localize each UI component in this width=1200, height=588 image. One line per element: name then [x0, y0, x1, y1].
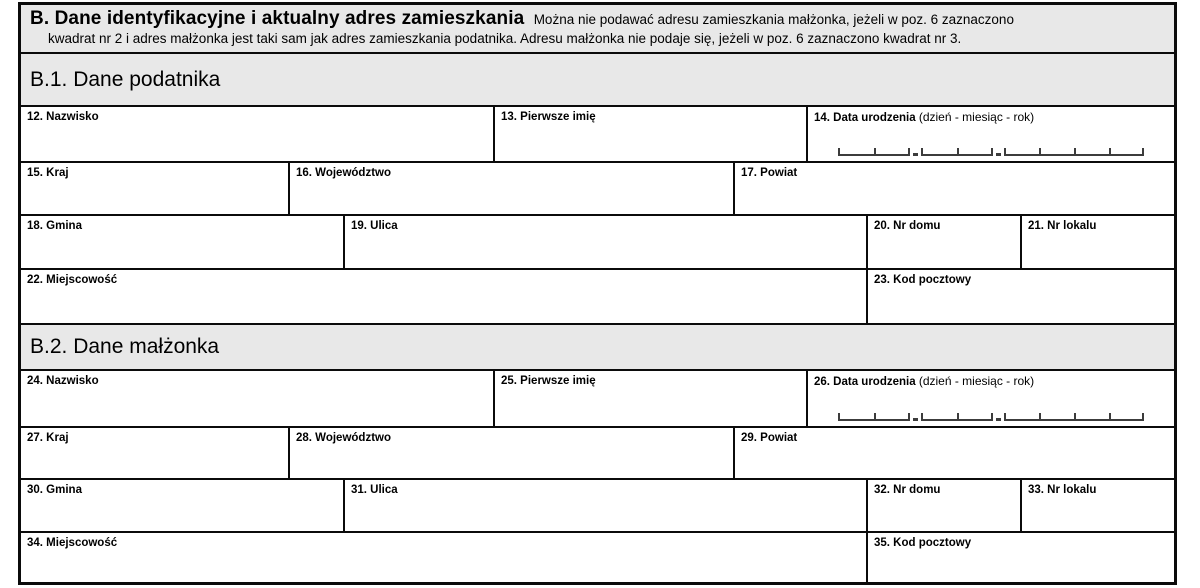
comb-separator-dot	[996, 153, 1001, 156]
b1-row-region	[21, 163, 1174, 216]
section-b-header	[21, 5, 1174, 54]
field-16-label: 16. Województwo	[296, 167, 391, 179]
field-16-wojewodztwo[interactable]	[290, 163, 735, 214]
b1-row-name-birthdate	[21, 107, 1174, 163]
digit-cell	[1004, 413, 1039, 421]
field-30-gmina[interactable]	[21, 480, 345, 531]
field-14-label: 14. Data urodzenia (dzień - miesiąc - rok)	[814, 110, 1035, 124]
field-31-ulica[interactable]	[345, 480, 868, 531]
digit-cell	[1109, 413, 1144, 421]
field-28-wojewodztwo[interactable]	[290, 428, 735, 478]
section-b1-heading: B.1. Dane podatnika	[30, 67, 221, 91]
field-19-label: 19. Ulica	[351, 220, 398, 232]
section-b2-heading: B.2. Dane małżonka	[30, 335, 220, 358]
b1-row-city	[21, 270, 1174, 325]
field-24-nazwisko[interactable]	[21, 371, 495, 426]
field-25-label: 25. Pierwsze imię	[501, 375, 596, 387]
b2-row-name-birthdate	[21, 371, 1174, 428]
field-26-label: 26. Data urodzenia (dzień - miesiąc - rok)	[814, 374, 1035, 388]
field-25-pierwsze-imie[interactable]	[495, 371, 808, 426]
field-15-kraj[interactable]	[21, 163, 290, 214]
comb-separator-dot	[913, 418, 918, 421]
digit-cell	[921, 148, 957, 156]
digit-cell	[1039, 148, 1074, 156]
section-b2-header	[21, 325, 1174, 371]
b2-row-region	[21, 428, 1174, 480]
field-23-kod-pocztowy[interactable]	[868, 270, 1174, 323]
comb-separator-dot	[996, 418, 1001, 421]
section-b-note-line1: Można nie podawać adresu zamieszkania małżonka, jeżeli w poz. 6 zaznaczono	[533, 12, 1014, 27]
field-19-ulica[interactable]	[345, 216, 868, 268]
section-b-form	[18, 2, 1177, 585]
section-b-header-line1	[30, 8, 1166, 30]
field-12-label: 12. Nazwisko	[27, 111, 99, 123]
field-21-label: 21. Nr lokalu	[1028, 220, 1097, 232]
digit-cell	[838, 413, 874, 421]
field-31-label: 31. Ulica	[351, 484, 398, 496]
field-29-label: 29. Powiat	[741, 432, 798, 444]
field-27-label: 27. Kraj	[27, 432, 69, 444]
field-13-pierwsze-imie[interactable]	[495, 107, 808, 161]
field-29-powiat[interactable]	[735, 428, 1174, 478]
b2-row-street	[21, 480, 1174, 533]
field-18-label: 18. Gmina	[27, 220, 82, 232]
field-32-nr-domu[interactable]	[868, 480, 1022, 531]
field-22-label: 22. Miejscowość	[27, 274, 118, 286]
digit-cell	[1039, 413, 1074, 421]
digit-cell	[957, 413, 993, 421]
section-b-note-line2: kwadrat nr 2 i adres małżonka jest taki sam jak adres zamieszkania podatnika. Adresu małżonka nie podaje się, jeżeli w poz. 6 zaznaczono kwadrat nr 3.	[48, 31, 962, 46]
comb-year-group	[1004, 413, 1144, 421]
comb-month-group	[921, 413, 993, 421]
field-27-kraj[interactable]	[21, 428, 290, 478]
comb-day-group	[838, 413, 910, 421]
field-12-nazwisko[interactable]	[21, 107, 495, 161]
field-28-label: 28. Województwo	[296, 432, 391, 444]
field-35-label: 35. Kod pocztowy	[874, 537, 972, 549]
section-b-title: B. Dane identyfikacyjne i aktualny adres zamieszkania	[30, 8, 525, 29]
b2-row-city	[21, 533, 1174, 582]
field-34-miejscowosc[interactable]	[21, 533, 868, 582]
b1-row-street	[21, 216, 1174, 270]
field-17-label: 17. Powiat	[741, 167, 798, 179]
digit-cell	[874, 413, 910, 421]
digit-cell	[1074, 148, 1109, 156]
field-32-label: 32. Nr domu	[874, 484, 941, 496]
field-26-format-hint: (dzień - miesiąc - rok)	[918, 374, 1035, 388]
field-33-nr-lokalu[interactable]	[1022, 480, 1174, 531]
field-15-label: 15. Kraj	[27, 167, 69, 179]
field-17-powiat[interactable]	[735, 163, 1174, 214]
field-30-label: 30. Gmina	[27, 484, 82, 496]
field-13-label: 13. Pierwsze imię	[501, 111, 596, 123]
field-21-nr-lokalu[interactable]	[1022, 216, 1174, 268]
field-34-label: 34. Miejscowość	[27, 537, 118, 549]
birthdate-comb-taxpayer[interactable]	[838, 148, 1144, 156]
birthdate-comb-spouse[interactable]	[838, 413, 1144, 421]
field-24-label: 24. Nazwisko	[27, 375, 99, 387]
digit-cell	[1004, 148, 1039, 156]
field-23-label: 23. Kod pocztowy	[874, 274, 972, 286]
field-33-label: 33. Nr lokalu	[1028, 484, 1097, 496]
digit-cell	[874, 148, 910, 156]
field-14-format-hint: (dzień - miesiąc - rok)	[918, 110, 1035, 124]
field-18-gmina[interactable]	[21, 216, 345, 268]
section-b1-header	[21, 54, 1174, 107]
comb-day-group	[838, 148, 910, 156]
comb-year-group	[1004, 148, 1144, 156]
digit-cell	[921, 413, 957, 421]
digit-cell	[1109, 148, 1144, 156]
digit-cell	[957, 148, 993, 156]
digit-cell	[1074, 413, 1109, 421]
field-14-data-urodzenia[interactable]	[808, 107, 1174, 161]
field-26-data-urodzenia[interactable]	[808, 371, 1174, 426]
field-35-kod-pocztowy[interactable]	[868, 533, 1174, 582]
comb-month-group	[921, 148, 993, 156]
comb-separator-dot	[913, 153, 918, 156]
field-22-miejscowosc[interactable]	[21, 270, 868, 323]
field-20-label: 20. Nr domu	[874, 220, 941, 232]
digit-cell	[838, 148, 874, 156]
field-20-nr-domu[interactable]	[868, 216, 1022, 268]
